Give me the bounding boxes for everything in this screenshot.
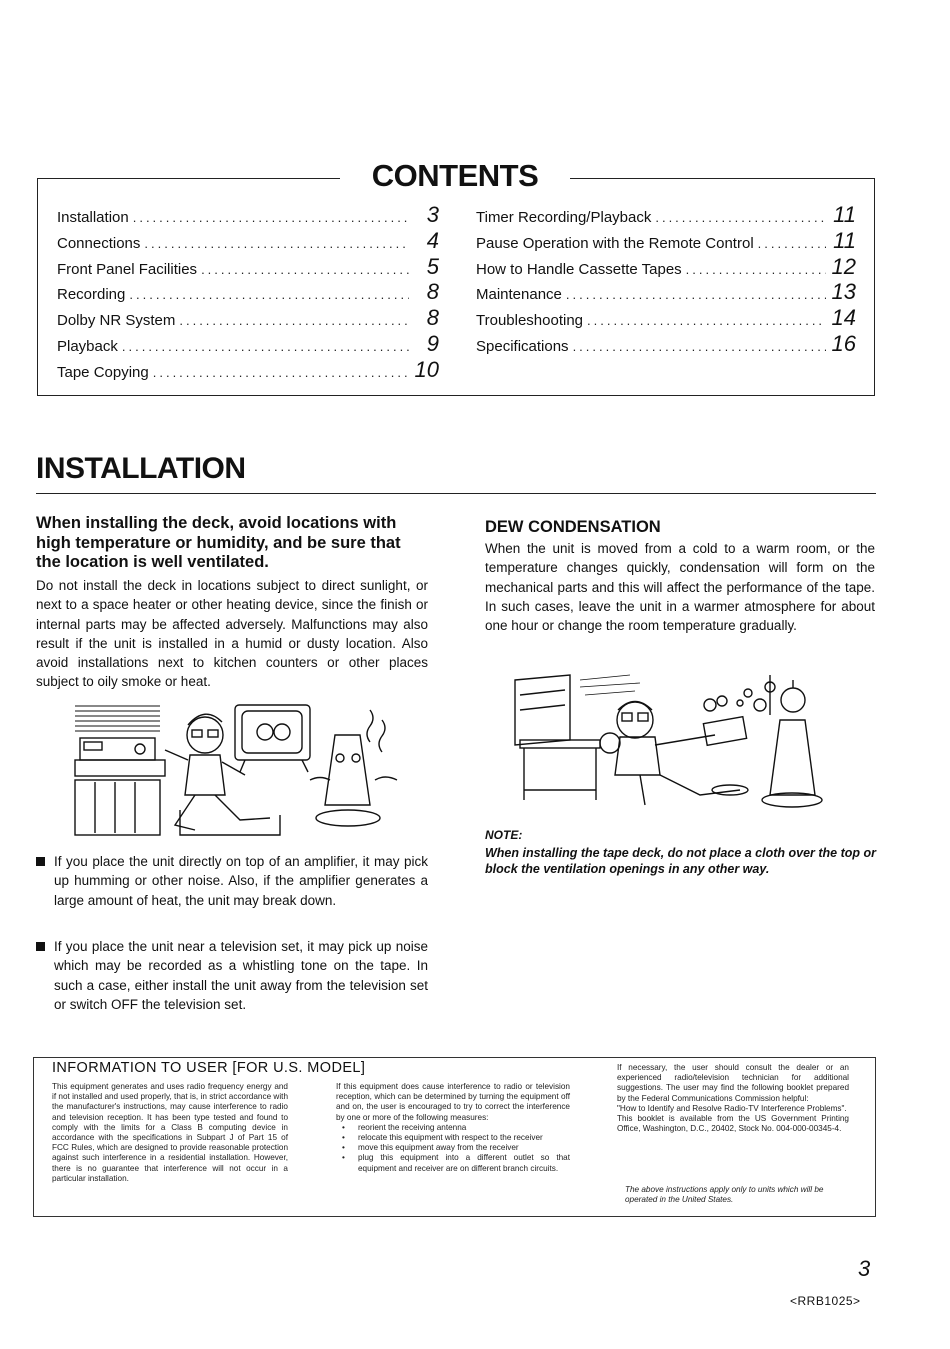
installation-illustration	[70, 700, 410, 845]
toc-entry	[57, 202, 439, 228]
toc-leader-dots	[201, 257, 409, 283]
toc-entry	[57, 305, 439, 331]
info-measures-list	[336, 1123, 570, 1174]
toc-entry-page: 4	[426, 227, 439, 253]
toc-entry	[476, 202, 856, 228]
toc-entry-page: 8	[426, 279, 439, 305]
toc-entry-label: Timer Recording/Playback	[476, 209, 652, 226]
toc-entry-label: Maintenance	[476, 286, 562, 304]
toc-entry-label: Pause Operation with the Remote Control	[476, 234, 754, 252]
toc-entry-label: Specifications	[476, 337, 569, 355]
toc-leader-dots	[566, 282, 826, 308]
page-number: 3	[858, 1256, 871, 1281]
contents-left-column	[57, 202, 439, 383]
contents-right-column	[476, 202, 856, 357]
toc-entry	[476, 228, 856, 254]
bullet-square-icon	[36, 857, 45, 866]
installation-heading: INSTALLATION	[36, 452, 246, 485]
toc-entry-label: Front Panel Facilities	[57, 260, 198, 278]
info-measure-item: • reorient the receiving antenna	[336, 1123, 570, 1133]
installation-intro: Do not install the deck in locations subject to direct sunlight, or next to a space heater or other heating device, since the finish or internal parts may be affected adversely. Malfunctions may also result if the unit is installed in a humid or dusty location. Also avoid installations next to kitchen counters or other places subject to oily smoke or heat.	[36, 578, 428, 690]
bullet-text: If you place the unit near a television set, it may pick up noise which may be recorded as a whistling tone on the tape. In such a case, either install the unit away from the television set or switch OFF the television set.	[54, 939, 428, 1012]
installation-bullet	[36, 937, 428, 1014]
toc-leader-dots	[655, 205, 826, 231]
info-column-1	[52, 1082, 288, 1184]
toc-entry-page: 9	[426, 330, 439, 356]
installation-lead: When installing the deck, avoid locations with high temperature or humidity, and be sure that the location is well ventilated.	[36, 514, 401, 571]
toc-entry	[57, 254, 439, 280]
contents-title: CONTENTS	[340, 156, 570, 196]
bullet-square-icon	[36, 942, 45, 951]
toc-leader-dots	[573, 334, 826, 360]
toc-entry-label: Tape Copying	[57, 363, 149, 381]
toc-entry-label: Playback	[57, 337, 118, 355]
toc-entry	[57, 228, 439, 254]
toc-leader-dots	[587, 308, 826, 334]
toc-entry-label: Connections	[57, 234, 141, 252]
info-paragraph: This equipment generates and uses radio frequency energy and if not installed and used properly, that is, in strict accordance with the manufacturer's instructions, may cause interference to radio and television reception. It has been type tested and found to comply with the limits for a Class B computing device in accordance with the specifications in Subpart J of Part 15 of FCC Rules, which are designed to provide reasonable protection against such interference in a residential installation. However, there is no guarantee that interference will not occur in a particular installation.	[52, 1082, 288, 1183]
toc-entry-page: 8	[426, 305, 439, 331]
toc-entry	[57, 331, 439, 357]
dew-condensation-illustration	[510, 665, 860, 815]
info-paragraph: "How to Identify and Resolve Radio-TV Interference Problems".	[617, 1103, 847, 1113]
dew-condensation-heading: DEW CONDENSATION	[485, 518, 661, 536]
toc-entry-page: 12	[831, 253, 856, 279]
toc-leader-dots	[122, 334, 409, 360]
toc-leader-dots	[144, 231, 409, 257]
info-note: The above instructions apply only to units which will be operated in the United States.	[625, 1185, 824, 1204]
toc-leader-dots	[133, 205, 409, 231]
toc-entry	[476, 279, 856, 305]
toc-entry	[476, 305, 856, 331]
toc-entry	[57, 279, 439, 305]
toc-leader-dots	[153, 360, 409, 386]
toc-leader-dots	[129, 282, 409, 308]
toc-entry-label: Installation	[57, 209, 129, 226]
info-title: INFORMATION TO USER [FOR U.S. MODEL]	[52, 1060, 366, 1076]
info-measure-item: • plug this equipment into a different outlet so that equipment and receiver are on different branch circuits.	[336, 1153, 570, 1173]
installation-bullet	[36, 852, 428, 910]
info-paragraph: This booklet is available from the US Government Printing Office, Washington, D.C., 20402, Stock No. 004-000-00345-4.	[617, 1114, 849, 1134]
toc-leader-dots	[686, 257, 826, 283]
toc-entry	[57, 357, 439, 383]
toc-entry-page: 11	[833, 227, 856, 253]
toc-entry-page: 13	[831, 279, 856, 305]
note-label: NOTE:	[485, 828, 523, 842]
toc-entry-label: Recording	[57, 286, 126, 304]
info-paragraph: If necessary, the user should consult the dealer or an experienced radio/television technician for additional suggestions. The user may find the following booklet prepared by the Federal Communications Commission helpful:	[617, 1063, 849, 1103]
info-paragraph: If this equipment does cause interference to radio or television reception, which can be determined by turning the equipment off and on, the user is encouraged to try to correct the interference by one or more of the following measures:	[336, 1082, 570, 1122]
toc-entry-label: How to Handle Cassette Tapes	[476, 260, 682, 278]
toc-entry	[476, 254, 856, 280]
toc-entry-page: 10	[414, 356, 439, 382]
toc-entry-page: 3	[426, 202, 439, 227]
toc-entry	[476, 331, 856, 357]
dew-condensation-body: When the unit is moved from a cold to a warm room, or the temperature changes quickly, condensation will form on the mechanical parts and this will affect the performance of the tape. In such cases, leave the unit in a warmer atmosphere for about one hour or change the room temperature gradually.	[485, 541, 875, 634]
info-measure-item: • relocate this equipment with respect to the receiver	[336, 1133, 570, 1143]
toc-entry-page: 16	[831, 330, 856, 356]
info-column-3	[617, 1063, 849, 1134]
toc-entry-page: 5	[426, 253, 439, 279]
bullet-text: If you place the unit directly on top of an amplifier, it may pick up humming or other noise. Also, if the amplifier generates a large amount of heat, the unit may break down.	[54, 854, 428, 908]
note-body: When installing the tape deck, do not place a cloth over the top or block the ventilation openings in any other way.	[485, 846, 877, 876]
toc-leader-dots	[758, 231, 826, 257]
info-measure-item: • move this equipment away from the receiver	[336, 1143, 570, 1153]
toc-entry-page: 11	[833, 202, 856, 227]
toc-entry-label: Troubleshooting	[476, 312, 584, 330]
info-column-2	[336, 1082, 570, 1174]
document-code: <RRB1025>	[790, 1294, 861, 1308]
installation-rule	[36, 493, 876, 494]
toc-entry-label: Dolby NR System	[57, 312, 176, 330]
toc-entry-page: 14	[831, 305, 856, 331]
toc-leader-dots	[179, 308, 409, 334]
